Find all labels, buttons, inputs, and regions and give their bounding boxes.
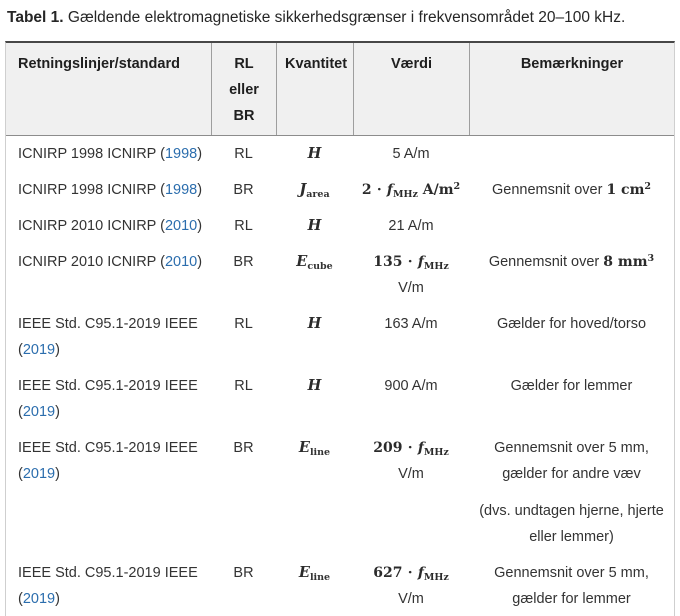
table-caption-label: Tabel 1. xyxy=(7,9,64,26)
value-cell xyxy=(353,555,469,616)
table-caption xyxy=(7,8,675,28)
reference-year-link[interactable]: 1998 xyxy=(164,182,198,198)
header-rl-br: RL eller BR xyxy=(211,43,276,135)
reference-year-link[interactable]: 2010 xyxy=(164,254,198,270)
value-cell xyxy=(353,368,469,430)
table-row xyxy=(6,208,674,244)
quantity-subscript: line xyxy=(309,447,331,458)
header-value: Værdi xyxy=(353,43,469,135)
standard-text-close: ) xyxy=(197,218,203,234)
remark-cell xyxy=(469,306,674,368)
quantity-cell xyxy=(276,172,353,208)
value-text: 163 A/m xyxy=(384,316,438,332)
header-remarks: Bemærkninger xyxy=(469,43,674,135)
standard-cell xyxy=(6,430,211,555)
quantity-symbol: E xyxy=(296,253,308,270)
standard-cell xyxy=(6,244,211,306)
table-row xyxy=(6,172,674,208)
value-formula: $2 \cdot f_{MHz}$ $A/m^2$ xyxy=(361,181,461,200)
rl-br-cell: BR xyxy=(233,254,254,270)
reference-year-link[interactable]: 1998 xyxy=(164,146,198,162)
quantity-symbol: E xyxy=(298,564,310,581)
remark-cell xyxy=(469,208,674,244)
value-formula: $209 \cdot f_{MHz}$ xyxy=(373,440,449,458)
quantity-cell xyxy=(276,368,353,430)
value-cell xyxy=(353,306,469,368)
value-text: 900 A/m xyxy=(384,378,438,394)
reference-year-link[interactable]: 2019 xyxy=(22,591,56,607)
standard-text: IEEE Std. C95.1-2019 IEEE ( xyxy=(18,316,198,358)
quantity-symbol: H xyxy=(307,315,322,332)
standard-text: IEEE Std. C95.1-2019 IEEE ( xyxy=(18,440,198,482)
table-row xyxy=(6,244,674,306)
rl-br-cell: RL xyxy=(234,218,253,234)
rl-br-cell: BR xyxy=(233,182,254,198)
remark-cell xyxy=(469,136,674,172)
standard-cell xyxy=(6,136,211,172)
standard-text-close: ) xyxy=(55,404,60,420)
value-cell xyxy=(353,430,469,555)
remark-line: Gennemsnit over 8 $mm^3$ xyxy=(488,253,655,270)
standard-cell xyxy=(6,172,211,208)
standard-text: IEEE Std. C95.1-2019 IEEE ( xyxy=(18,378,198,420)
quantity-cell xyxy=(276,306,353,368)
table-header-row xyxy=(6,43,674,136)
value-formula: $627 \cdot f_{MHz}$ xyxy=(373,565,449,583)
value-cell xyxy=(353,172,469,208)
remark-line: Gælder for hoved/torso xyxy=(496,316,647,332)
reference-year-link[interactable]: 2019 xyxy=(22,466,56,482)
rl-br-cell: RL xyxy=(234,378,253,394)
quantity-subscript: cube xyxy=(307,261,333,272)
remark-cell xyxy=(469,555,674,616)
standard-cell xyxy=(6,208,211,244)
standard-text: ICNIRP 1998 ICNIRP ( xyxy=(18,146,165,162)
quantity-cell xyxy=(276,430,353,555)
reference-year-link[interactable]: 2019 xyxy=(22,342,56,358)
remark-line: Gennemsnit over 5 mm, gælder for andre væv xyxy=(494,440,649,482)
standard-text: IEEE Std. C95.1-2019 IEEE ( xyxy=(18,565,198,607)
remark-cell xyxy=(469,244,674,306)
quantity-symbol: E xyxy=(298,439,310,456)
quantity-cell xyxy=(276,136,353,172)
quantity-symbol: H xyxy=(307,377,322,394)
table-row xyxy=(6,555,674,616)
remark-line: Gælder for lemmer xyxy=(510,378,633,394)
quantity-symbol: H xyxy=(307,145,322,162)
remark-line: Gennemsnit over 5 mm, gælder for lemmer xyxy=(494,565,649,607)
value-formula: $135 \cdot f_{MHz}$ xyxy=(373,254,449,272)
standard-cell xyxy=(6,555,211,616)
standard-text-close: ) xyxy=(197,254,203,270)
standard-text: ICNIRP 1998 ICNIRP ( xyxy=(18,182,165,198)
value-cell xyxy=(353,136,469,172)
standard-text: ICNIRP 2010 ICNIRP ( xyxy=(18,254,165,270)
value-cell xyxy=(353,208,469,244)
table-row xyxy=(6,306,674,368)
remark-cell xyxy=(469,172,674,208)
standard-text-close: ) xyxy=(55,591,60,607)
standard-cell xyxy=(6,368,211,430)
safety-limits-table xyxy=(5,41,675,616)
rl-br-cell: BR xyxy=(233,440,254,456)
table-body xyxy=(6,136,674,616)
rl-br-cell: RL xyxy=(234,316,253,332)
value-unit: V/m xyxy=(398,466,424,482)
table-row xyxy=(6,430,674,555)
remark-cell xyxy=(469,368,674,430)
quantity-cell xyxy=(276,244,353,306)
standard-text-close: ) xyxy=(197,182,203,198)
table-row xyxy=(6,136,674,172)
standard-text: ICNIRP 2010 ICNIRP ( xyxy=(18,218,165,234)
quantity-symbol: H xyxy=(307,217,322,234)
table-caption-text: Gældende elektromagnetiske sikkerhedsgrænser i frekvensområdet 20–100 kHz. xyxy=(63,9,626,26)
remark-line: (dvs. undtagen hjerne, hjerte eller lemmer) xyxy=(479,503,664,545)
quantity-symbol: J xyxy=(299,181,307,198)
quantity-subscript: area xyxy=(306,189,330,200)
header-standard: Retningslinjer/standard xyxy=(18,56,180,72)
value-text: 5 A/m xyxy=(392,146,430,162)
standard-text-close: ) xyxy=(55,342,60,358)
value-text: 21 A/m xyxy=(388,218,434,234)
remark-line: Gennemsnit over 1 $cm^2$ xyxy=(491,181,652,198)
rl-br-cell: RL xyxy=(234,146,253,162)
reference-year-link[interactable]: 2019 xyxy=(22,404,56,420)
standard-text-close: ) xyxy=(55,466,60,482)
rl-br-cell: BR xyxy=(233,565,254,581)
standard-cell xyxy=(6,306,211,368)
value-unit: V/m xyxy=(398,280,424,296)
quantity-cell xyxy=(276,208,353,244)
header-quantity: Kvantitet xyxy=(276,43,353,135)
reference-year-link[interactable]: 2010 xyxy=(164,218,198,234)
value-unit: V/m xyxy=(398,591,424,607)
remark-cell xyxy=(469,430,674,555)
standard-text-close: ) xyxy=(197,146,203,162)
value-cell xyxy=(353,244,469,306)
quantity-subscript: line xyxy=(309,572,331,583)
table-row xyxy=(6,368,674,430)
quantity-cell xyxy=(276,555,353,616)
